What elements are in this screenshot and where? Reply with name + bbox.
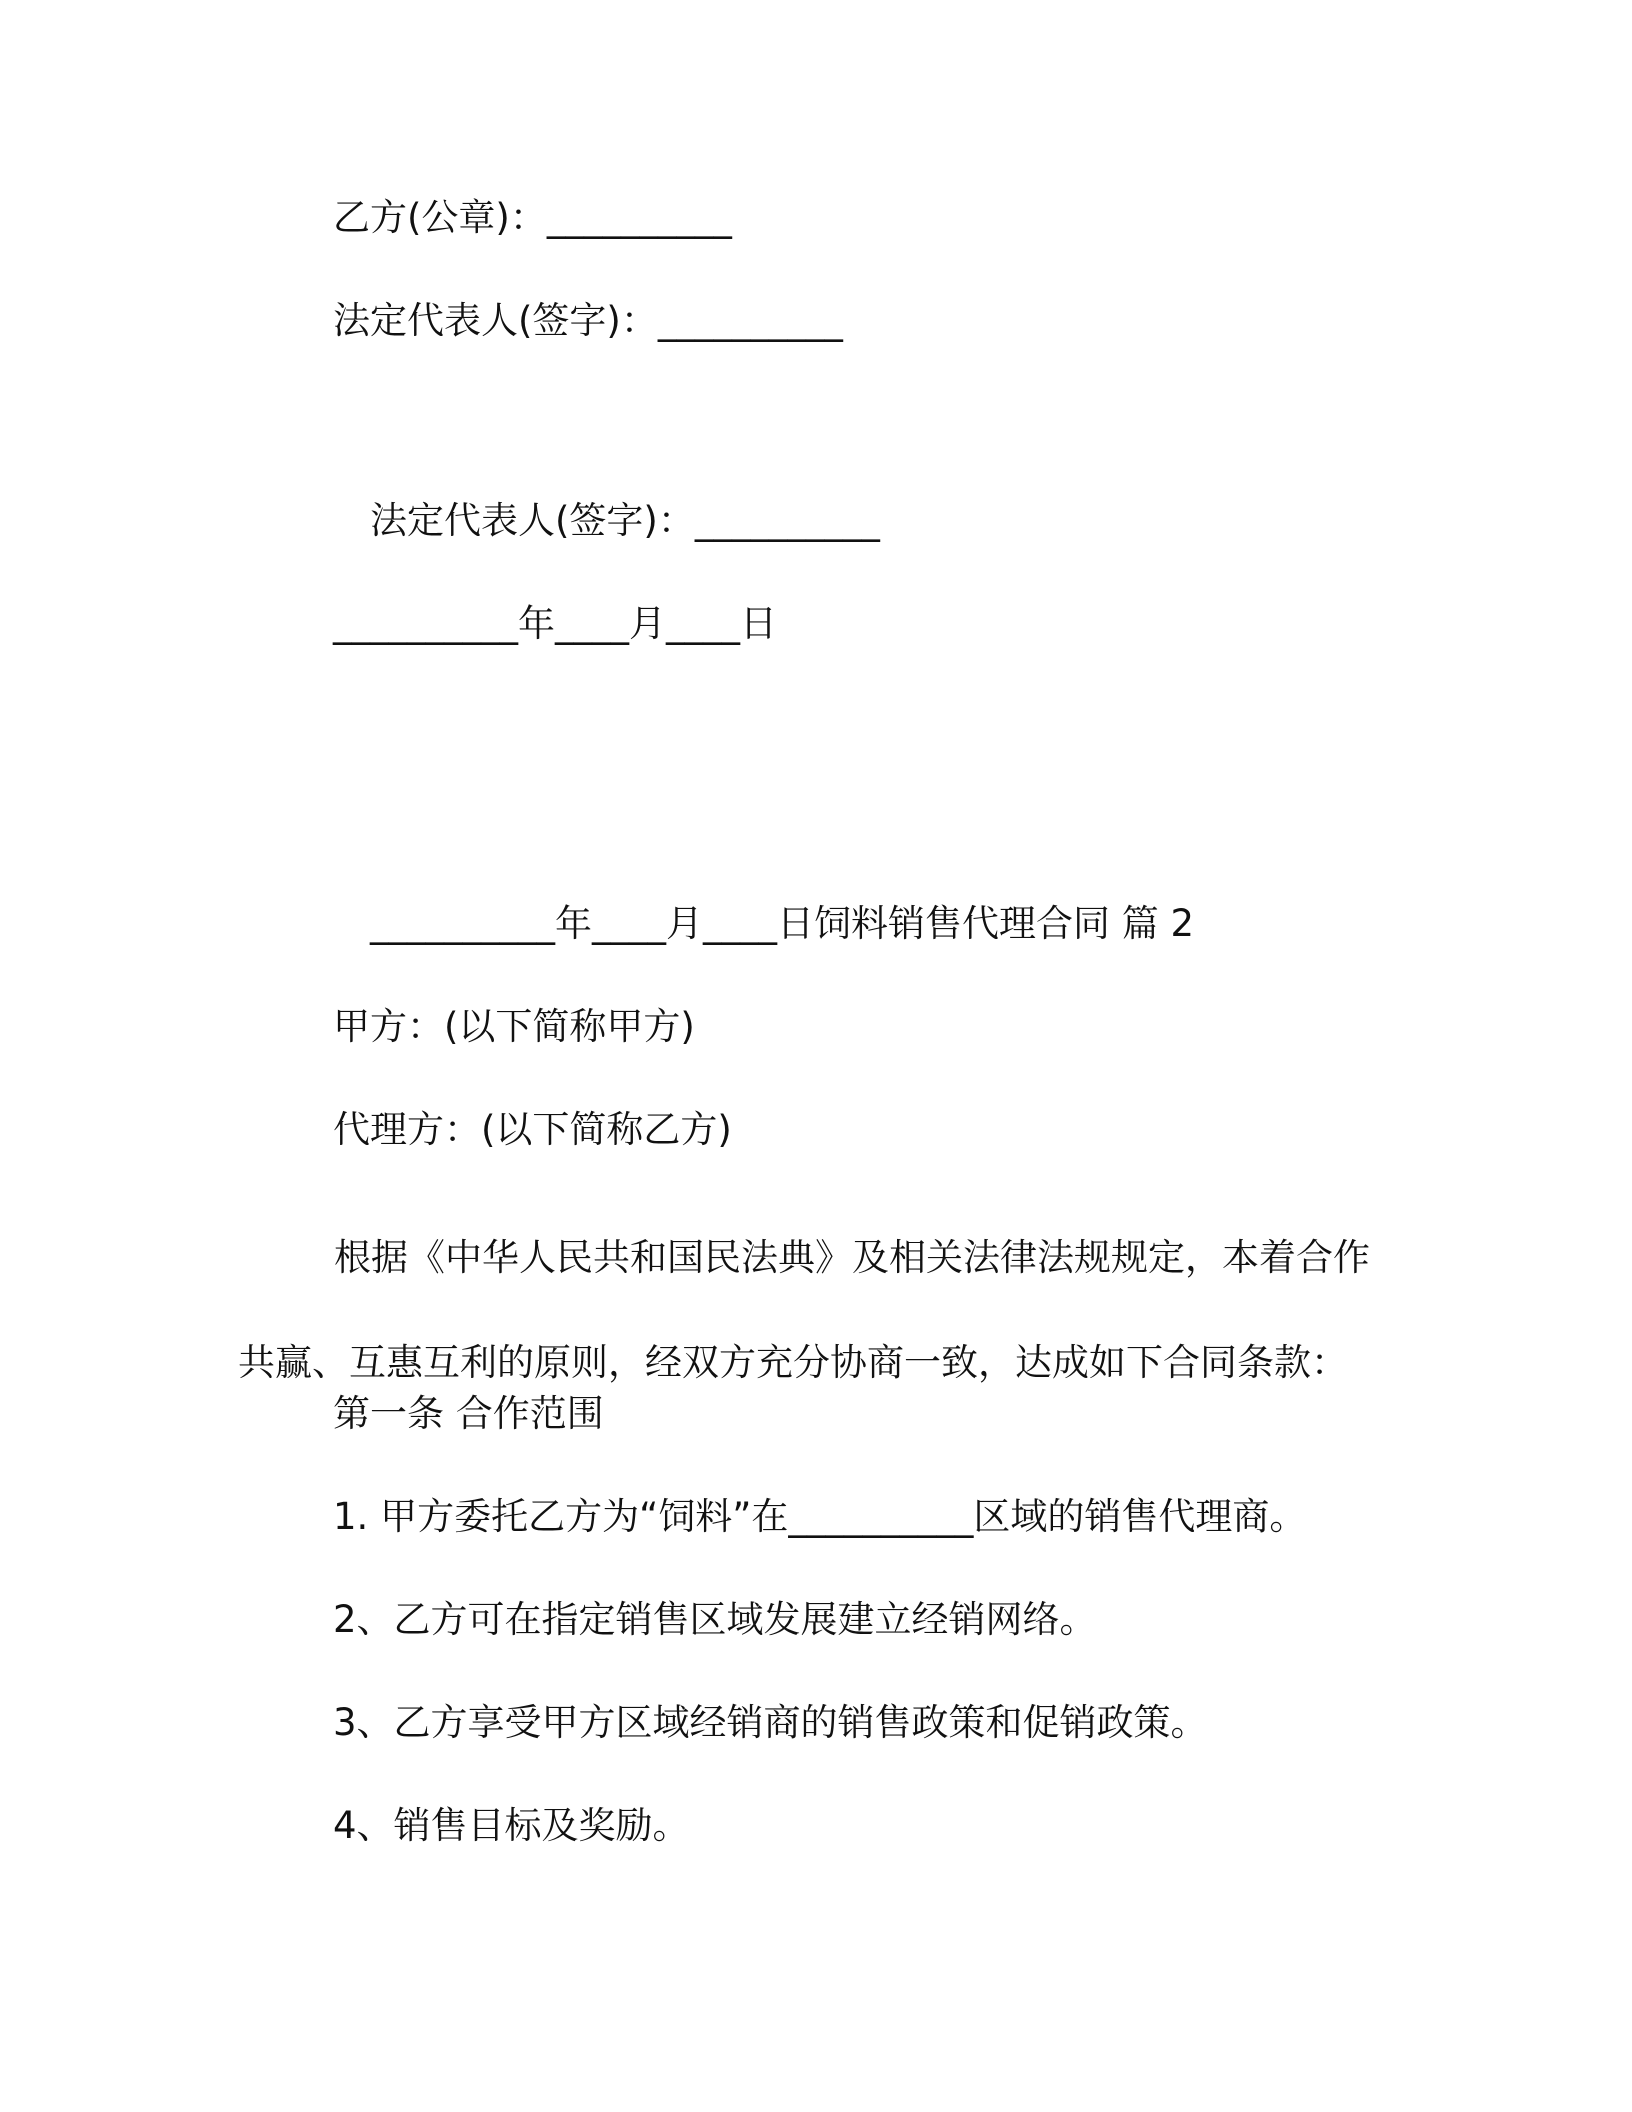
party-a-line: 甲方：(以下简称甲方) [333, 1005, 695, 1048]
legal-representative-signature-line-2: 法定代表人(签字)：__________ [370, 499, 880, 542]
clause-1: 1. 甲方委托乙方为“饲料”在__________区域的销售代理商。 [333, 1495, 1307, 1538]
contract-title-2: __________年____月____日饲料销售代理合同 篇 2 [370, 902, 1195, 945]
clause-3: 3、乙方享受甲方区域经销商的销售政策和促销政策。 [333, 1701, 1208, 1744]
clause-2: 2、乙方可在指定销售区域发展建立经销网络。 [333, 1598, 1097, 1641]
intro-paragraph: 根据《中华人民共和国民法典》及相关法律法规规定，本着合作共赢、互惠互利的原则，经双方充分协商一致，达成如下合同条款： [238, 1236, 1370, 1384]
legal-representative-signature-line: 法定代表人(签字)：__________ [333, 299, 843, 342]
clause-4: 4、销售目标及奖励。 [333, 1804, 690, 1847]
party-b-seal-line: 乙方(公章)：__________ [333, 196, 732, 239]
agent-party-line: 代理方：(以下简称乙方) [333, 1108, 732, 1151]
article-one-heading: 第一条 合作范围 [333, 1392, 604, 1435]
date-line: __________年____月____日 [333, 602, 777, 645]
